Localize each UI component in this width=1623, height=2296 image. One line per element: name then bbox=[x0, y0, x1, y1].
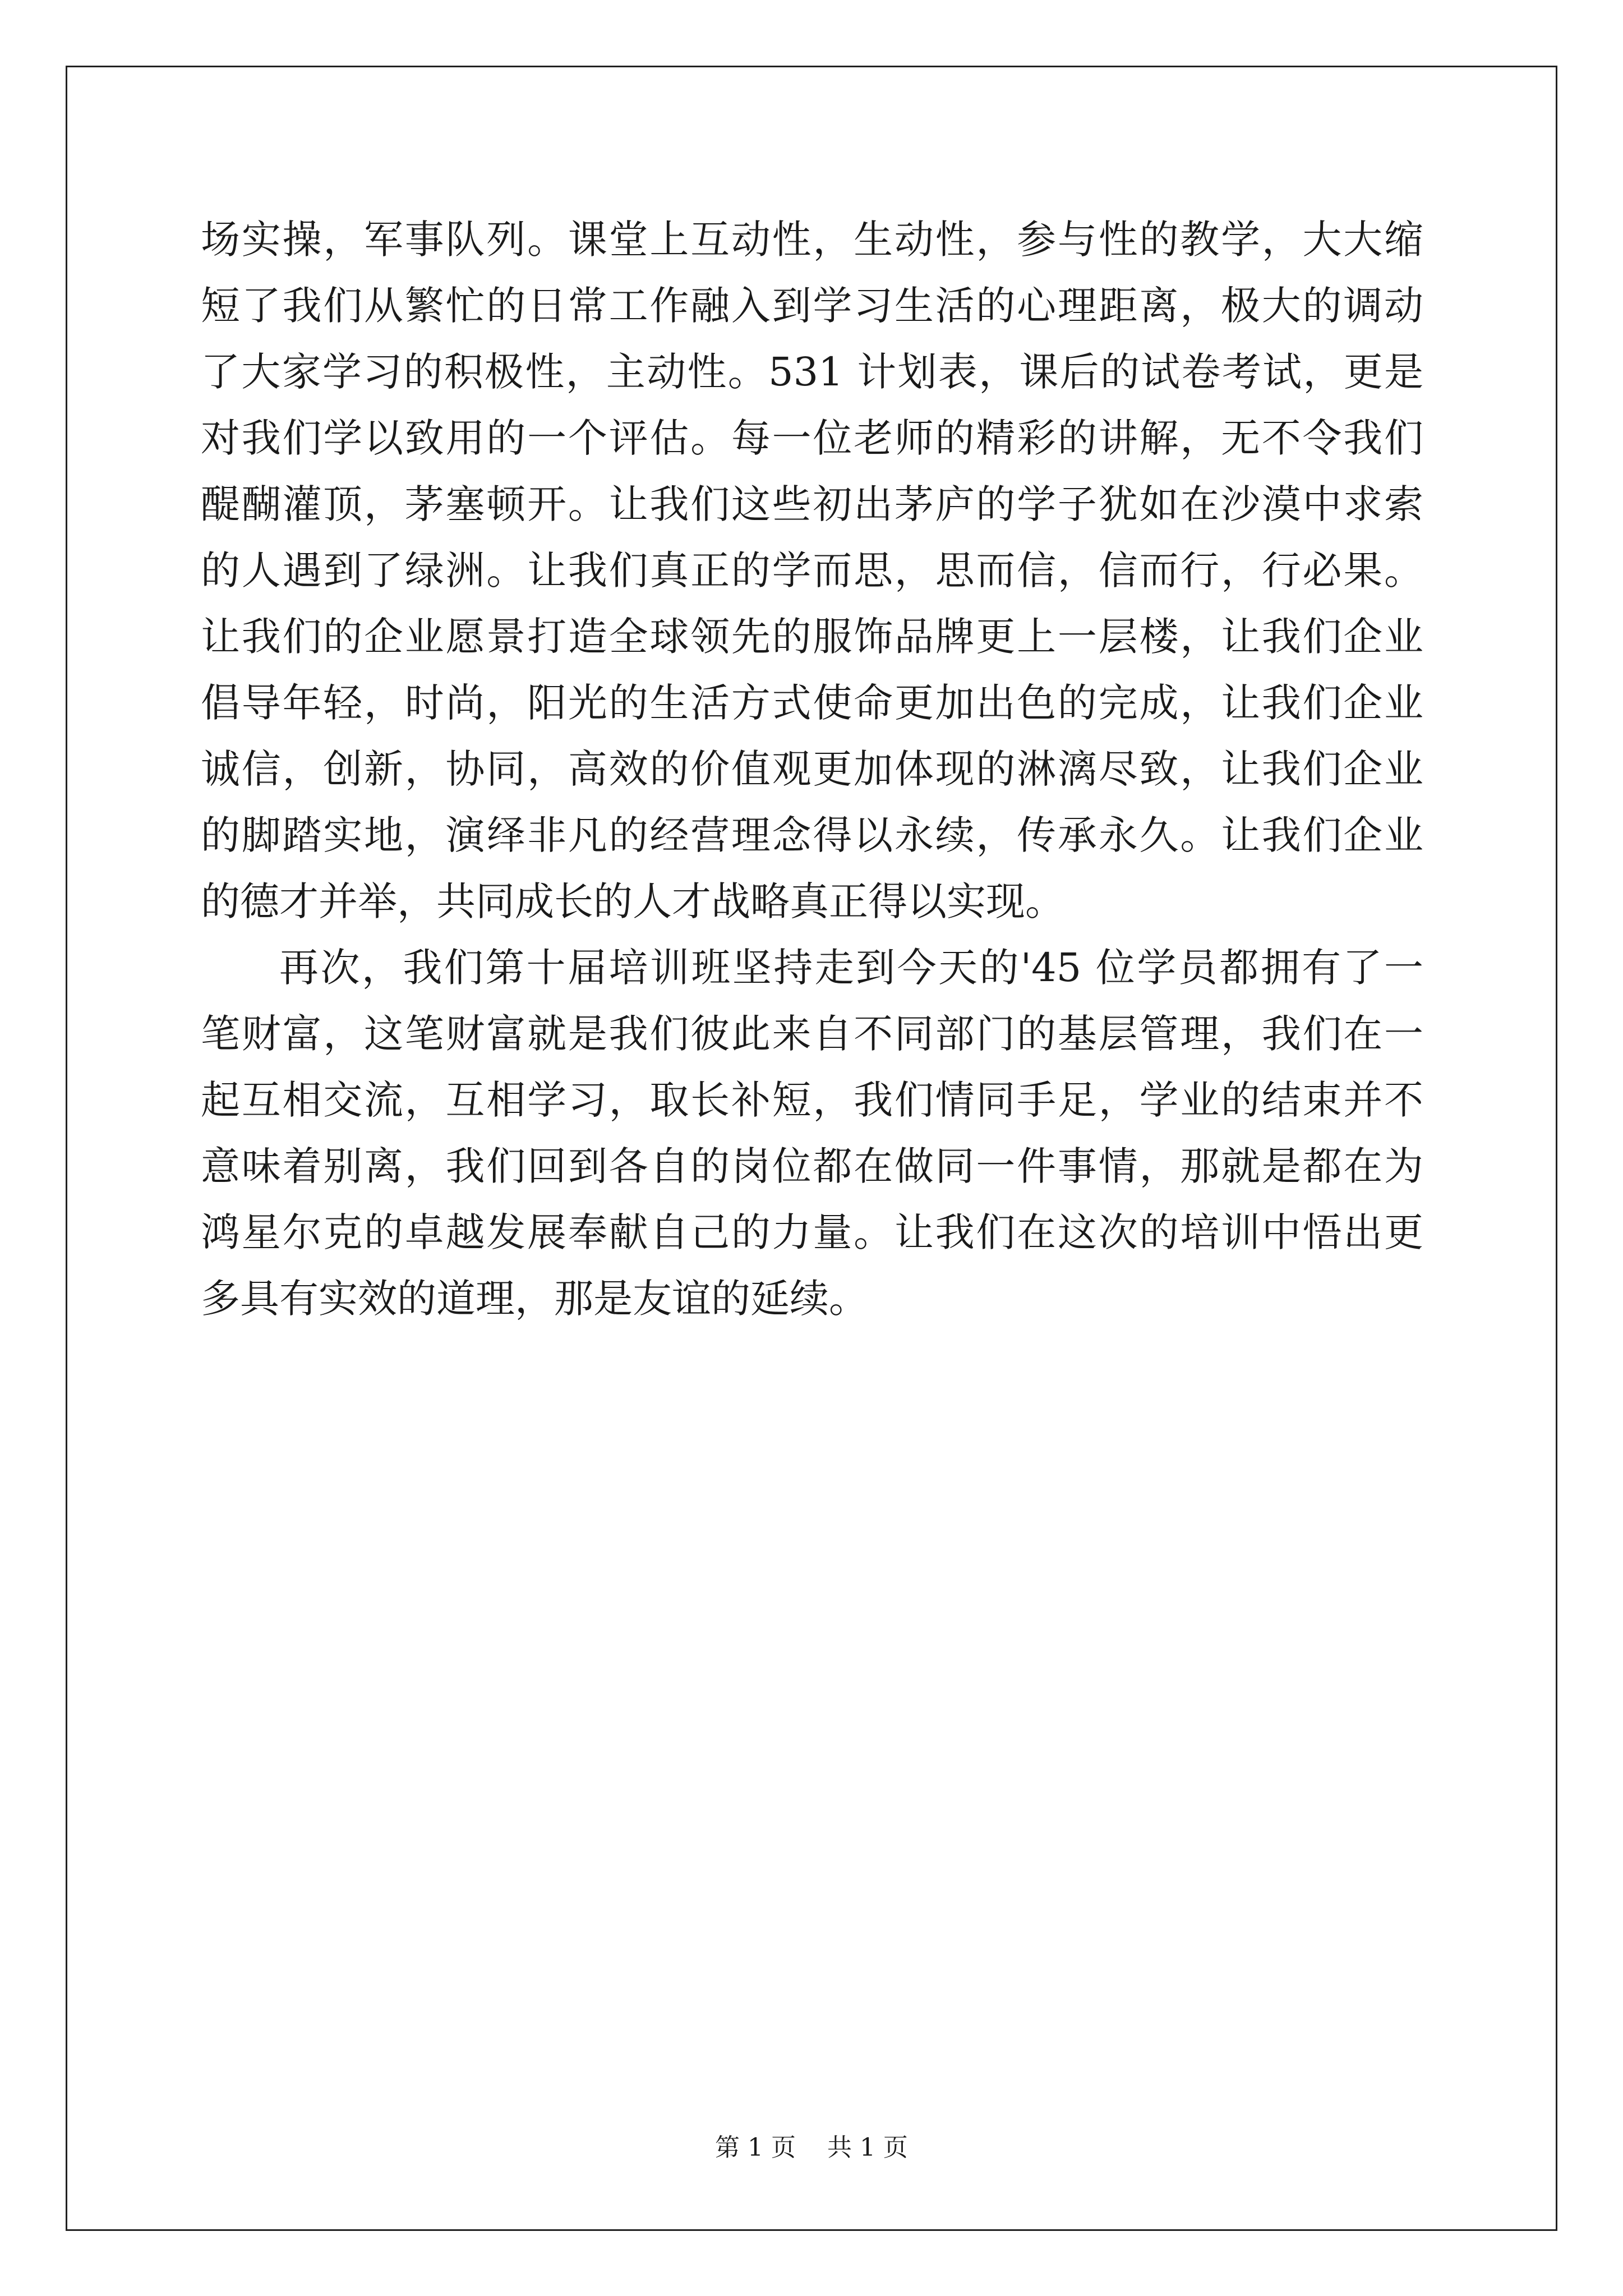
text-line: 再次，我们第十届培训班坚持走到今天的'45 位学员都拥有了一 bbox=[279, 945, 1423, 991]
text-line: 场实操，军事队列。课堂上互动性，生动性，参与性的教学，大大缩 bbox=[201, 217, 1423, 263]
text-line: 倡导年轻，时尚，阳光的生活方式使命更加出色的完成，让我们企业 bbox=[201, 680, 1423, 726]
text-line: 鸿星尔克的卓越发展奉献自己的力量。让我们在这次的培训中悟出更 bbox=[201, 1209, 1423, 1255]
page-number-footer: 第 1 页 共 1 页 bbox=[715, 2133, 908, 2162]
text-line: 诚信，创新，协同，高效的价值观更加体现的淋漓尽致，让我们企业 bbox=[201, 746, 1423, 792]
text-line: 意味着别离，我们回到各自的岗位都在做同一件事情，那就是都在为 bbox=[201, 1143, 1423, 1189]
text-line: 的人遇到了绿洲。让我们真正的学而思，思而信，信而行，行必果。 bbox=[201, 547, 1423, 593]
text-line: 笔财富，这笔财富就是我们彼此来自不同部门的基层管理，我们在一 bbox=[201, 1011, 1423, 1057]
text-line: 了大家学习的积极性，主动性。531 计划表，课后的试卷考试，更是 bbox=[201, 349, 1423, 395]
text-line: 对我们学以致用的一个评估。每一位老师的精彩的讲解，无不令我们 bbox=[201, 415, 1423, 461]
text-line: 多具有实效的道理，那是友谊的延续。 bbox=[201, 1276, 868, 1322]
paragraph-2 bbox=[201, 935, 1423, 1332]
text-line: 醍醐灌顶，茅塞顿开。让我们这些初出茅庐的学子犹如在沙漠中求索 bbox=[201, 481, 1423, 527]
text-line: 起互相交流，互相学习，取长补短，我们情同手足，学业的结束并不 bbox=[201, 1077, 1423, 1123]
document-body bbox=[201, 206, 1423, 1332]
text-line: 短了我们从繁忙的日常工作融入到学习生活的心理距离，极大的调动 bbox=[201, 283, 1423, 329]
text-line: 的德才并举，共同成长的人才战略真正得以实现。 bbox=[201, 878, 1064, 924]
text-line: 的脚踏实地，演绎非凡的经营理念得以永续，传承永久。让我们企业 bbox=[201, 812, 1423, 858]
paragraph-1 bbox=[201, 206, 1423, 935]
text-line: 让我们的企业愿景打造全球领先的服饰品牌更上一层楼，让我们企业 bbox=[201, 614, 1423, 660]
